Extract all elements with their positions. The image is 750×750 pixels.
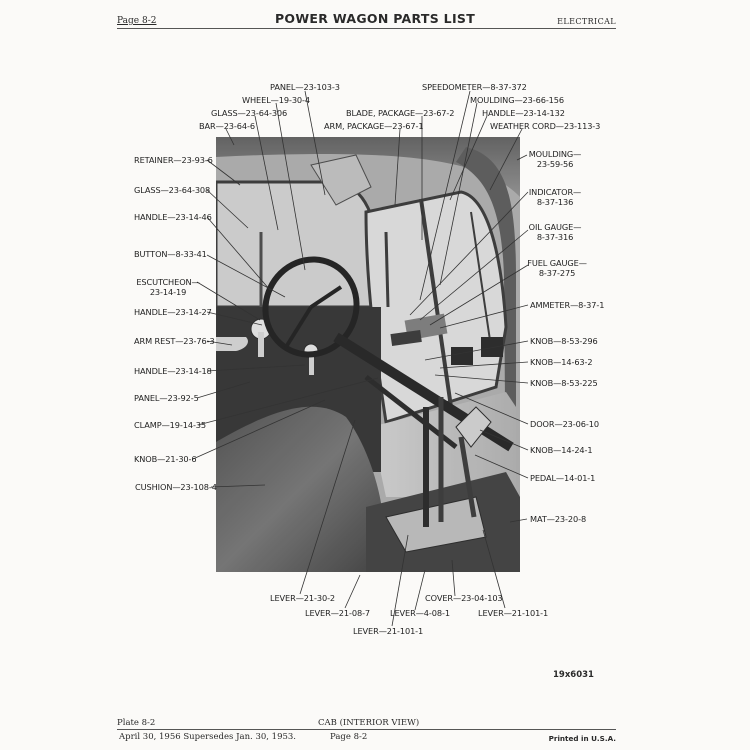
callout-cover-23-04-103: COVER—23-04-103 xyxy=(425,593,503,603)
callout-ammeter-8-37-1: AMMETER—8-37-1 xyxy=(530,300,605,310)
callout-moulding-line1: MOULDING— xyxy=(528,149,582,159)
callout-glass-23-64-308: GLASS—23-64-308 xyxy=(134,185,211,195)
footer-rule xyxy=(117,729,616,730)
callout-blade-package-23-67-2: BLADE, PACKAGE—23-67-2 xyxy=(346,108,455,118)
callout-escutcheon-23-14-19 xyxy=(134,277,202,297)
callout-fuel-gauge-line1: FUEL GAUGE— xyxy=(527,258,587,268)
callout-lever-21-101-1-right: LEVER—21-101-1 xyxy=(478,608,549,618)
callout-knob-14-63-2: KNOB—14-63-2 xyxy=(530,357,593,367)
callout-fuel-gauge-8-37-275 xyxy=(527,258,587,278)
callout-lever-21-30-2: LEVER—21-30-2 xyxy=(270,593,336,603)
callout-wheel-19-30-4: WHEEL—19-30-4 xyxy=(242,95,311,105)
callout-arm-package-23-67-1: ARM, PACKAGE—23-67-1 xyxy=(324,121,424,131)
callout-moulding-23-59-56 xyxy=(527,149,583,169)
callout-handle-23-14-18: HANDLE—23-14-18 xyxy=(134,366,212,376)
callout-door-23-06-10: DOOR—23-06-10 xyxy=(530,419,599,429)
callout-knob-14-24-1: KNOB—14-24-1 xyxy=(530,445,593,455)
callout-oil-gauge-8-37-316 xyxy=(527,222,583,242)
callout-panel-23-103-3: PANEL—23-103-3 xyxy=(270,82,340,92)
page-title: POWER WAGON PARTS LIST xyxy=(274,11,476,26)
callout-moulding-line2: 23-59-56 xyxy=(536,159,574,169)
callout-handle-23-14-132: HANDLE—23-14-132 xyxy=(482,108,565,118)
callout-knob-21-30-6: KNOB—21-30-6 xyxy=(134,454,197,464)
callout-arm-rest-23-76-3: ARM REST—23-76-3 xyxy=(134,336,215,346)
callout-glass-23-64-306: GLASS—23-64-306 xyxy=(211,108,288,118)
header-page-ref: Page 8-2 xyxy=(117,16,157,26)
callout-fuel-gauge-line2: 8-37-275 xyxy=(538,268,576,278)
callout-lever-21-08-7: LEVER—21-08-7 xyxy=(305,608,371,618)
callout-indicator-8-37-136 xyxy=(527,187,583,207)
callout-cushion-23-108-4: CUSHION—23-108-4 xyxy=(135,482,217,492)
footer-date-line: April 30, 1956 Supersedes Jan. 30, 1953. xyxy=(119,732,297,742)
callout-escutcheon-line1: ESCUTCHEON— xyxy=(136,277,200,287)
callout-handle-23-14-46: HANDLE—23-14-46 xyxy=(134,212,212,222)
callout-knob-8-53-225: KNOB—8-53-225 xyxy=(530,378,598,388)
callout-knob-8-53-296: KNOB—8-53-296 xyxy=(530,336,598,346)
callout-weather-cord-23-113-3: WEATHER CORD—23-113-3 xyxy=(490,121,601,131)
footer-page: Page 8-2 xyxy=(330,732,368,742)
callout-lever-4-08-1: LEVER—4-08-1 xyxy=(390,608,450,618)
callout-panel-23-92-5: PANEL—23-92-5 xyxy=(134,393,199,403)
footer-caption: CAB (INTERIOR VIEW) xyxy=(318,718,420,728)
callout-escutcheon-line2: 23-14-19 xyxy=(149,287,187,297)
callout-mat-23-20-8: MAT—23-20-8 xyxy=(530,514,587,524)
footer-plate: Plate 8-2 xyxy=(117,718,156,728)
header-section: ELECTRICAL xyxy=(557,17,616,26)
callout-retainer-23-93-6: RETAINER—23-93-6 xyxy=(134,155,213,165)
callout-speedometer-8-37-372: SPEEDOMETER—8-37-372 xyxy=(422,82,527,92)
callout-handle-23-14-27: HANDLE—23-14-27 xyxy=(134,307,212,317)
callout-lever-21-101-1-left: LEVER—21-101-1 xyxy=(353,626,424,636)
callout-oil-gauge-line1: OIL GAUGE— xyxy=(528,222,582,232)
callout-indicator-line1: INDICATOR— xyxy=(528,187,582,197)
callout-button-8-33-41: BUTTON—8-33-41 xyxy=(134,249,207,259)
figure-number: 19x6031 xyxy=(553,670,594,680)
callout-oil-gauge-line2: 8-37-316 xyxy=(536,232,574,242)
footer-printed: Printed in U.S.A. xyxy=(548,734,616,743)
callout-clamp-19-14-35: CLAMP—19-14-35 xyxy=(134,420,207,430)
callout-bar-23-64-6: BAR—23-64-6 xyxy=(199,121,255,131)
callout-indicator-line2: 8-37-136 xyxy=(536,197,574,207)
callout-moulding-23-66-156: MOULDING—23-66-156 xyxy=(470,95,565,105)
callout-pedal-14-01-1: PEDAL—14-01-1 xyxy=(530,473,596,483)
